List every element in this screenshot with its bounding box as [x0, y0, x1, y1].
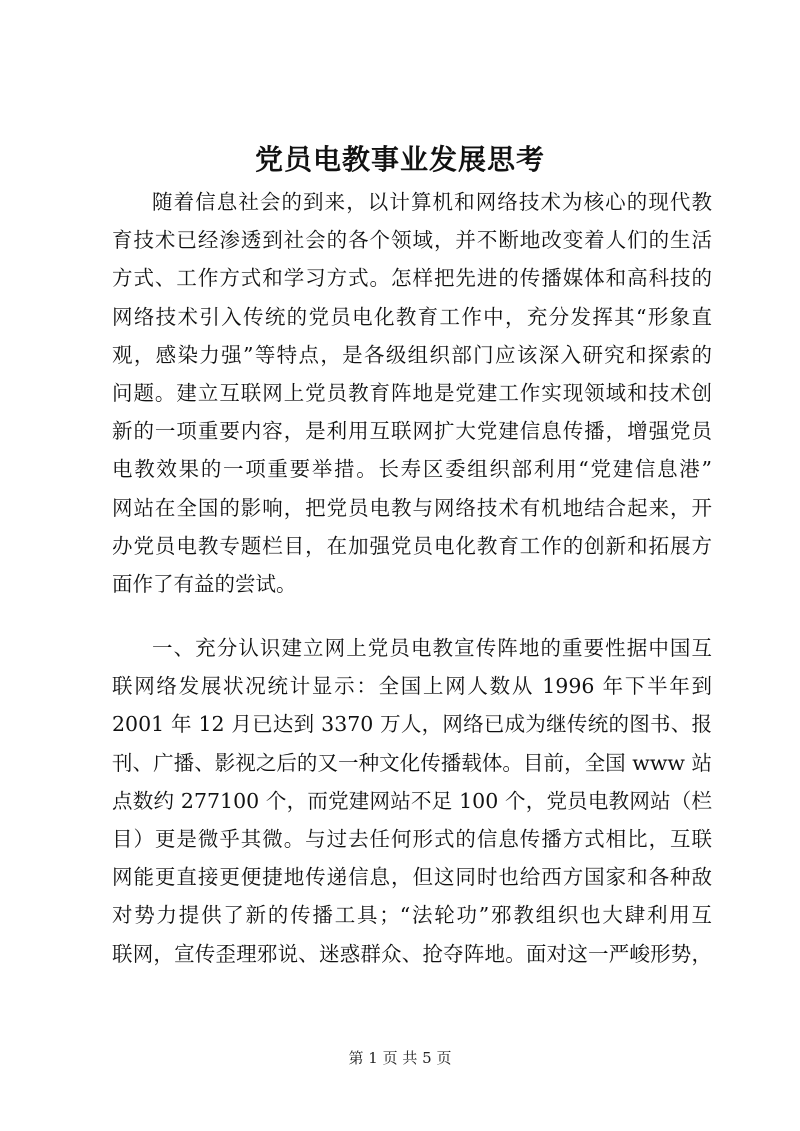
paragraph-line: 网能更直接更便捷地传递信息，但这同时也给西方国家和各种敌: [112, 865, 712, 890]
paragraph-line: 问题。建立互联网上党员教育阵地是党建工作实现领域和技术创: [112, 380, 712, 405]
paragraph-line: 新的一项重要内容，是利用互联网扩大党建信息传播，增强党员: [112, 419, 712, 444]
paragraph-line: 联网，宣传歪理邪说、迷惑群众、抢夺阵地。面对这一严峻形势，: [112, 941, 712, 966]
paragraph-line: 目）更是微乎其微。与过去任何形式的信息传播方式相比，互联: [112, 826, 712, 851]
paragraph-line: 育技术已经渗透到社会的各个领域，并不断地改变着人们的生活: [112, 228, 712, 253]
paragraph-line: 面作了有益的尝试。: [112, 571, 297, 596]
paragraph-line: 方式、工作方式和学习方式。怎样把先进的传播媒体和高科技的: [112, 266, 712, 291]
paragraph-line: 随着信息社会的到来，以计算机和网络技术为核心的现代教: [152, 190, 712, 214]
page-footer: 第 1 页 共 5 页: [348, 1049, 452, 1067]
paragraph-line: 网站在全国的影响，把党员电教与网络技术有机地结合起来，开: [112, 495, 712, 520]
paragraph-line: 办党员电教专题栏目，在加强党员电化教育工作的创新和拓展方: [112, 533, 712, 558]
paragraph-line: 点数约 277100 个，而党建网站不足 100 个，党员电教网站（栏: [112, 788, 712, 813]
document-title: 党员电教事业发展思考: [254, 143, 545, 176]
paragraph-line: 联网络发展状况统计显示：全国上网人数从 1996 年下半年到: [112, 674, 712, 699]
paragraph-line: 2001 年 12 月已达到 3370 万人，网络已成为继传统的图书、报: [112, 712, 712, 737]
paragraph-line: 刊、广播、影视之后的又一种文化传播载体。目前，全国 www 站: [112, 750, 712, 775]
paragraph-line: 对势力提供了新的传播工具；“法轮功”邪教组织也大肆利用互: [112, 903, 712, 928]
paragraph-section-one: [112, 629, 712, 973]
paragraph-line: 网络技术引入传统的党员电化教育工作中，充分发挥其“形象直: [112, 304, 712, 329]
paragraph-line: 一、充分认识建立网上党员电教宣传阵地的重要性据中国互: [152, 636, 712, 660]
paragraph-line: 电教效果的一项重要举措。长寿区委组织部利用“党建信息港”: [112, 457, 712, 482]
paragraph-line: 观，感染力强”等特点，是各级组织部门应该深入研究和探索的: [112, 342, 712, 367]
paragraph-intro: [112, 183, 712, 603]
